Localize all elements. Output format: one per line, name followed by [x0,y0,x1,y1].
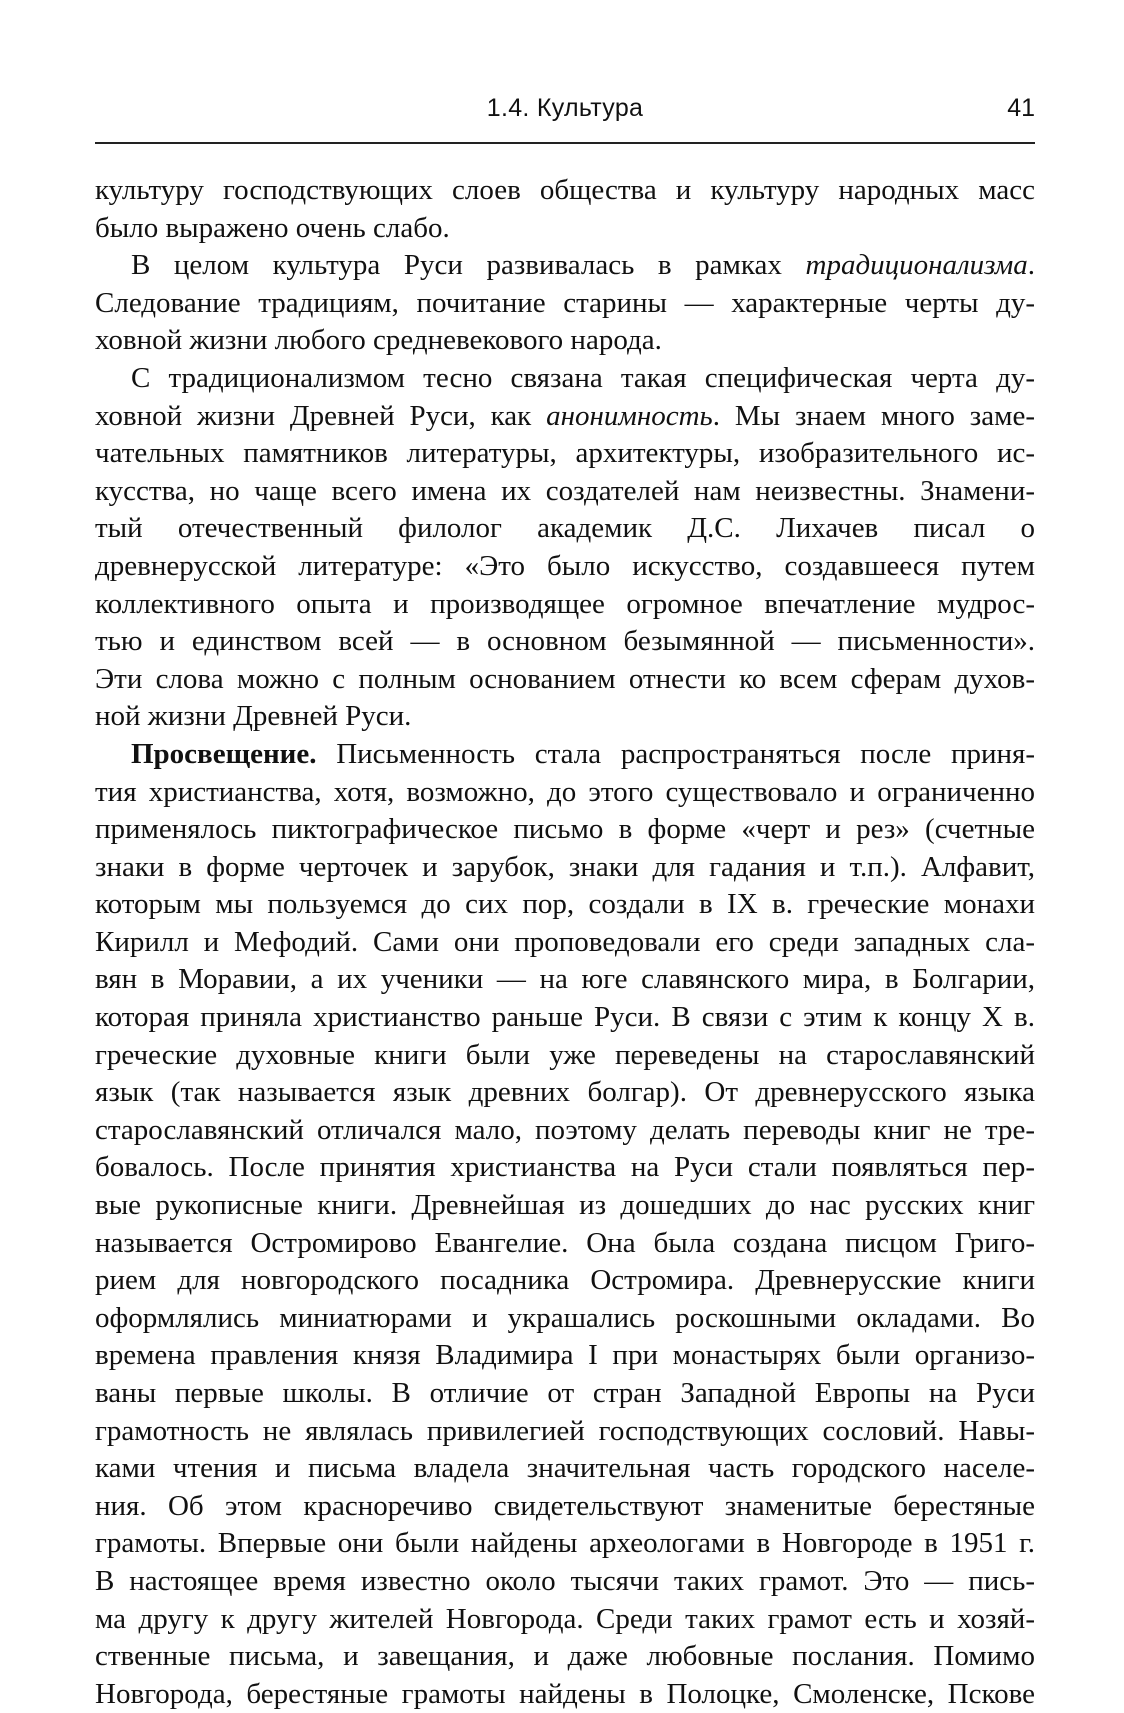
text-line: ной жизни Древней Руси. [95,700,412,733]
text-line: ваны первые школы. В отличие от стран Западной Европы на Руси [95,1377,1035,1409]
text-line: тый отечественный филолог академик Д.С. Лихачев писал о [95,512,1035,545]
text-line: Следование традициям, почитание старины — характерные черты ду- [95,286,1035,319]
text-line: ния. Об этом красноречиво свидетельствуют знаменитые берестяные [95,1489,1035,1522]
text-line: применялось пиктографическое письмо в форме «черт и рез» (счетные [95,813,1035,846]
text-line: ховной жизни Древней Руси, как анонимность. Мы знаем много заме- [95,399,1035,432]
text-line: ственные письма, и завещания, и даже любовные послания. Помимо [95,1640,1035,1673]
text-line: В целом культура Руси развивалась в рамках традиционализма. [131,249,1035,282]
text-line: знаки в форме черточек и зарубок, знаки для гадания и т.п.). Алфавит, [95,850,1035,883]
running-head [95,92,1035,132]
text-line: было выражено очень слабо. [95,211,450,244]
text-line: С традиционализмом тесно связана такая специфическая черта ду- [131,361,1035,394]
text-line: рием для новгородского посадника Остромира. Древнерусские книги [95,1264,1035,1297]
text-line: тью и единством всей — в основном безымянной — письменности». [95,625,1035,658]
text-line: оформлялись миниатюрами и украшались роскошными окладами. Во [95,1301,1035,1334]
section-heading: Просвещение. [131,737,317,770]
text-line: грамоты. Впервые они были найдены археологами в Новгороде в 1951 г. [95,1527,1035,1560]
text-line: Просвещение. Письменность стала распространяться после приня- [131,737,1035,770]
text-line: ховной жизни любого средневекового народа. [95,324,662,357]
text-line: Эти слова можно с полным основанием отнести ко всем сферам духов- [95,662,1035,695]
body-text [95,172,1035,1713]
text-line: культуру господствующих слоев общества и культуру народных масс [95,174,1035,206]
text-line: язык (так называется язык древних болгар). От древнерусского языка [95,1076,1035,1109]
text-line: вян в Моравии, а их ученики — на юге славянского мира, в Болгарии, [95,963,1035,996]
text-line: тия христианства, хотя, возможно, до этого существовало и ограниченно [95,775,1035,808]
page-number: 41 [1007,94,1035,122]
text-line: греческие духовные книги были уже переведены на старославянский [95,1038,1035,1071]
text-line: грамотность не являлась привилегией господствующих сословий. Навы- [95,1414,1035,1447]
text-line: которая приняла христианство раньше Руси. В связи с этим к концу X в. [95,1001,1035,1034]
italic-term: анонимность [546,399,713,432]
text-line: вые рукописные книги. Древнейшая из дошедших до нас русских книг [95,1189,1035,1222]
text-line: чательных памятников литературы, архитектуры, изобразительного ис- [95,437,1035,470]
text-line: В настоящее время известно около тысячи таких грамот. Это — пись- [95,1564,1035,1597]
text-line: старославянский отличался мало, поэтому делать переводы книг не тре- [95,1113,1035,1146]
text-line: ками чтения и письма владела значительная часть городского населе- [95,1452,1035,1485]
text-line: кусства, но чаще всего имена их создателей нам неизвестны. Знамени- [95,474,1035,507]
text-line: бовалось. После принятия христианства на Руси стали появляться пер- [95,1151,1035,1184]
text-line: древнерусской литературе: «Это было искусство, создавшееся путем [95,549,1035,582]
italic-term: традиционализма [805,249,1028,282]
text-line: ма другу к другу жителей Новгорода. Среди таких грамот есть и хозяй- [95,1602,1035,1635]
text-line: времена правления князя Владимира I при монастырях были организо- [95,1339,1035,1372]
text-line: которым мы пользуемся до сих пор, создали в IX в. греческие монахи [95,888,1035,921]
header-rule [95,142,1035,144]
text-line: коллективного опыта и производящее огромное впечатление мудрос- [95,587,1035,620]
text-line: называется Остромирово Евангелие. Она была создана писцом Григо- [95,1226,1035,1259]
section-title: 1.4. Культура [486,94,644,122]
text-line: Новгорода, берестяные грамоты найдены в Полоцке, Смоленске, Пскове [95,1677,1035,1710]
text-line: Кирилл и Мефодий. Сами они проповедовали его среди западных сла- [95,925,1035,958]
